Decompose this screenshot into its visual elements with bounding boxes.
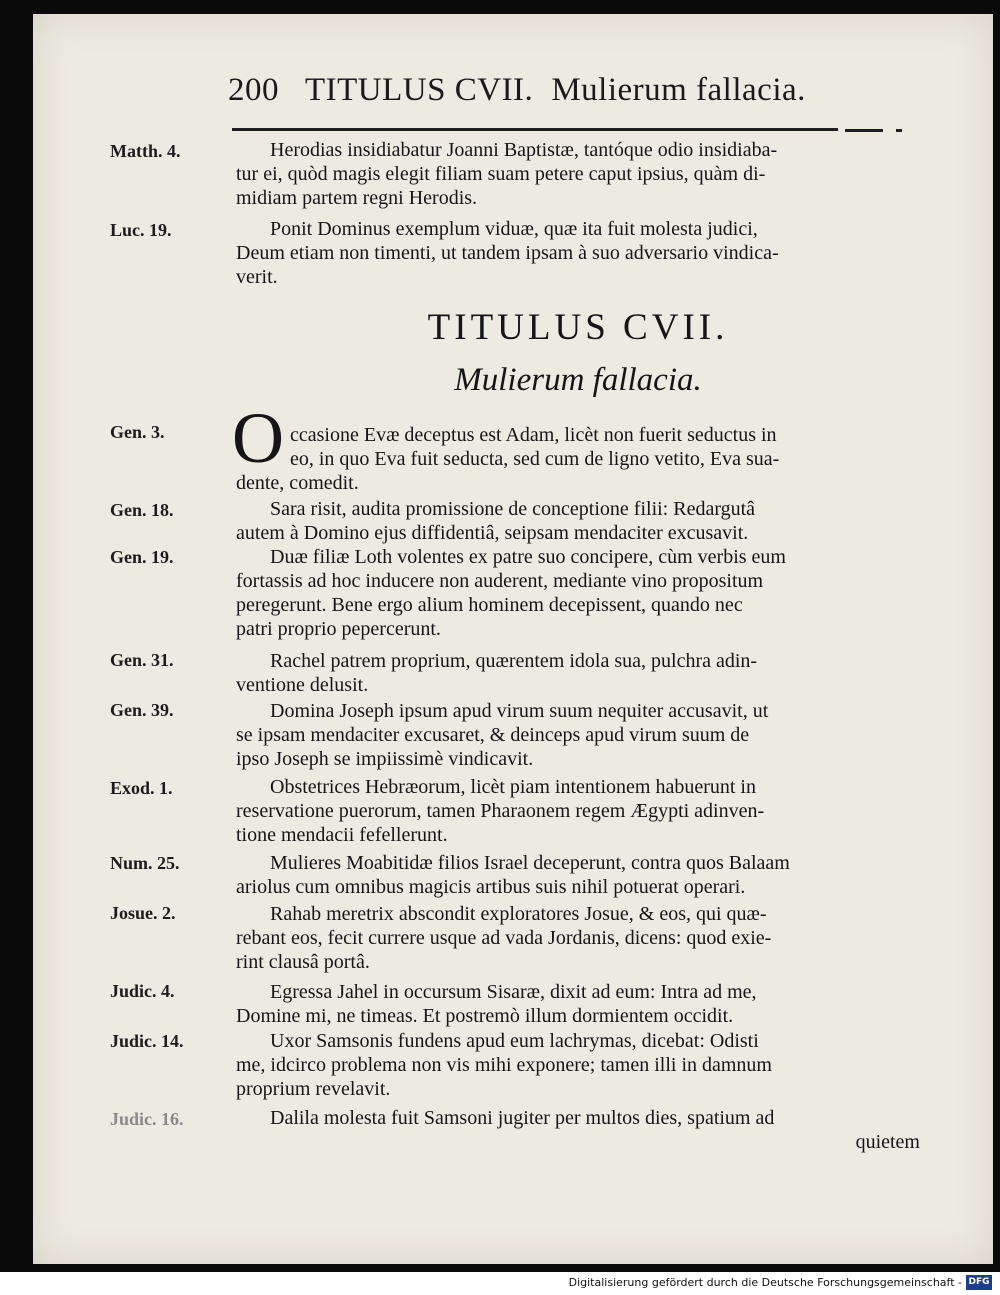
text-line: Ponit Dominus exemplum viduæ, quæ ita fuit molesta judici, (270, 218, 758, 240)
entry-text (236, 545, 920, 641)
text-line: Domina Joseph ipsum apud virum suum nequiter accusavit, ut (270, 700, 769, 722)
entry-text (236, 980, 920, 1028)
entry-text (236, 902, 920, 974)
text-line: ccasione Evæ deceptus est Adam, licèt non fuerit seductus in (290, 424, 777, 446)
margin-reference: Gen. 19. (110, 547, 174, 567)
text-line: proprium revelavit. (236, 1078, 391, 1100)
header-subtitle: Mulierum fallacia. (551, 72, 806, 108)
text-line: Sara risit, audita promissione de conceptione filii: Redargutâ (270, 498, 756, 520)
text-line: Herodias insidiabatur Joanni Baptistæ, tantóque odio insidiaba- (270, 139, 778, 161)
text-line: Rachel patrem proprium, quærentem idola sua, pulchra adin- (270, 650, 758, 672)
entry-text (236, 217, 920, 289)
margin-reference: Matth. 4. (110, 141, 181, 161)
text-line: Duæ filiæ Loth volentes ex patre suo concipere, cùm verbis eum (270, 546, 786, 568)
entry-text (236, 649, 920, 697)
drop-cap: O (232, 398, 284, 478)
text-line: dente, comedit. (236, 472, 359, 494)
section-title: TITULUS CVII. (427, 307, 729, 348)
text-line: peregerunt. Bene ergo alium hominem decepissent, quando nec (236, 594, 743, 616)
text-line: rebant eos, fecit currere usque ad vada Jordanis, dicens: quod exie- (236, 927, 772, 949)
text-line: midiam partem regni Herodis. (236, 187, 478, 209)
digitization-credit: Digitalisierung gefördert durch die Deutsche Forschungsgemeinschaft - (568, 1276, 962, 1289)
text-line: verit. (236, 266, 278, 288)
text-line: ventione delusit. (236, 674, 369, 696)
entry-text (236, 138, 920, 210)
text-line: Uxor Samsonis fundens apud eum lachrymas, dicebat: Odisti (270, 1030, 759, 1052)
text-line: se ipsam mendaciter excusaret, & deinceps apud virum suum de (236, 724, 750, 746)
entry-text (236, 699, 920, 771)
text-line: Deum etiam non timenti, ut tandem ipsam à suo adversario vindica- (236, 242, 779, 264)
entry-text (236, 497, 920, 545)
text-line: eo, in quo Eva fuit seducta, sed cum de ligno vetito, Eva sua- (290, 448, 780, 470)
text-line: autem à Domino ejus diffidentiâ, seipsam mendaciter excusavit. (236, 522, 749, 544)
dfg-logo: DFG (966, 1275, 992, 1290)
text-line: patri proprio pepercerunt. (236, 618, 441, 640)
entry-text (236, 851, 920, 899)
margin-reference: Josue. 2. (110, 903, 176, 923)
text-line: Mulieres Moabitidæ filios Israel deceperunt, contra quos Balaam (270, 852, 790, 874)
margin-reference: Judic. 4. (110, 981, 175, 1001)
page-number: 200 (228, 72, 279, 108)
margin-reference: Judic. 16. (110, 1109, 184, 1129)
margin-reference: Gen. 3. (110, 422, 165, 442)
header-title: TITULUS CVII. (305, 72, 534, 108)
text-line: Dalila molesta fuit Samsoni jugiter per multos dies, spatium ad (270, 1107, 775, 1129)
entry-text (236, 1029, 920, 1101)
text-line: rint clausâ portâ. (236, 951, 370, 973)
catchword: quietem (855, 1131, 920, 1153)
section-subtitle: Mulierum fallacia. (454, 362, 702, 398)
header-rule-segment (845, 129, 883, 132)
text-line: Rahab meretrix abscondit exploratores Josue, & eos, qui quæ- (270, 903, 767, 925)
entry-text (236, 423, 920, 495)
header-rule-dot (896, 129, 902, 132)
entry-text (236, 775, 920, 847)
entry-text (236, 1106, 920, 1154)
text-line: ariolus cum omnibus magicis artibus suis nihil potuerat operari. (236, 876, 746, 898)
margin-reference: Exod. 1. (110, 778, 173, 798)
text-line: ipso Joseph se impiissimè vindicavit. (236, 748, 534, 770)
margin-reference: Gen. 18. (110, 500, 174, 520)
text-line: me, idcirco problema non vis mihi exponere; tamen illi in damnum (236, 1054, 772, 1076)
margin-reference: Luc. 19. (110, 220, 172, 240)
margin-reference: Judic. 14. (110, 1031, 184, 1051)
running-header (228, 72, 828, 122)
text-line: tur ei, quòd magis elegit filiam suam petere caput ipsius, quàm di- (236, 163, 766, 185)
text-line: Egressa Jahel in occursum Sisaræ, dixit ad eum: Intra ad me, (270, 981, 757, 1003)
margin-reference: Num. 25. (110, 853, 180, 873)
text-line: Obstetrices Hebræorum, licèt piam intentionem habuerunt in (270, 776, 756, 798)
text-line: Domine mi, ne timeas. Et postremò illum dormientem occidit. (236, 1005, 734, 1027)
text-line: fortassis ad hoc inducere non auderent, mediante vino propositum (236, 570, 764, 592)
text-line: tione mendacii fefellerunt. (236, 824, 448, 846)
margin-reference: Gen. 39. (110, 700, 174, 720)
header-rule (232, 128, 838, 131)
margin-reference: Gen. 31. (110, 650, 174, 670)
text-line: reservatione puerorum, tamen Pharaonem regem Ægypti adinven- (236, 800, 765, 822)
